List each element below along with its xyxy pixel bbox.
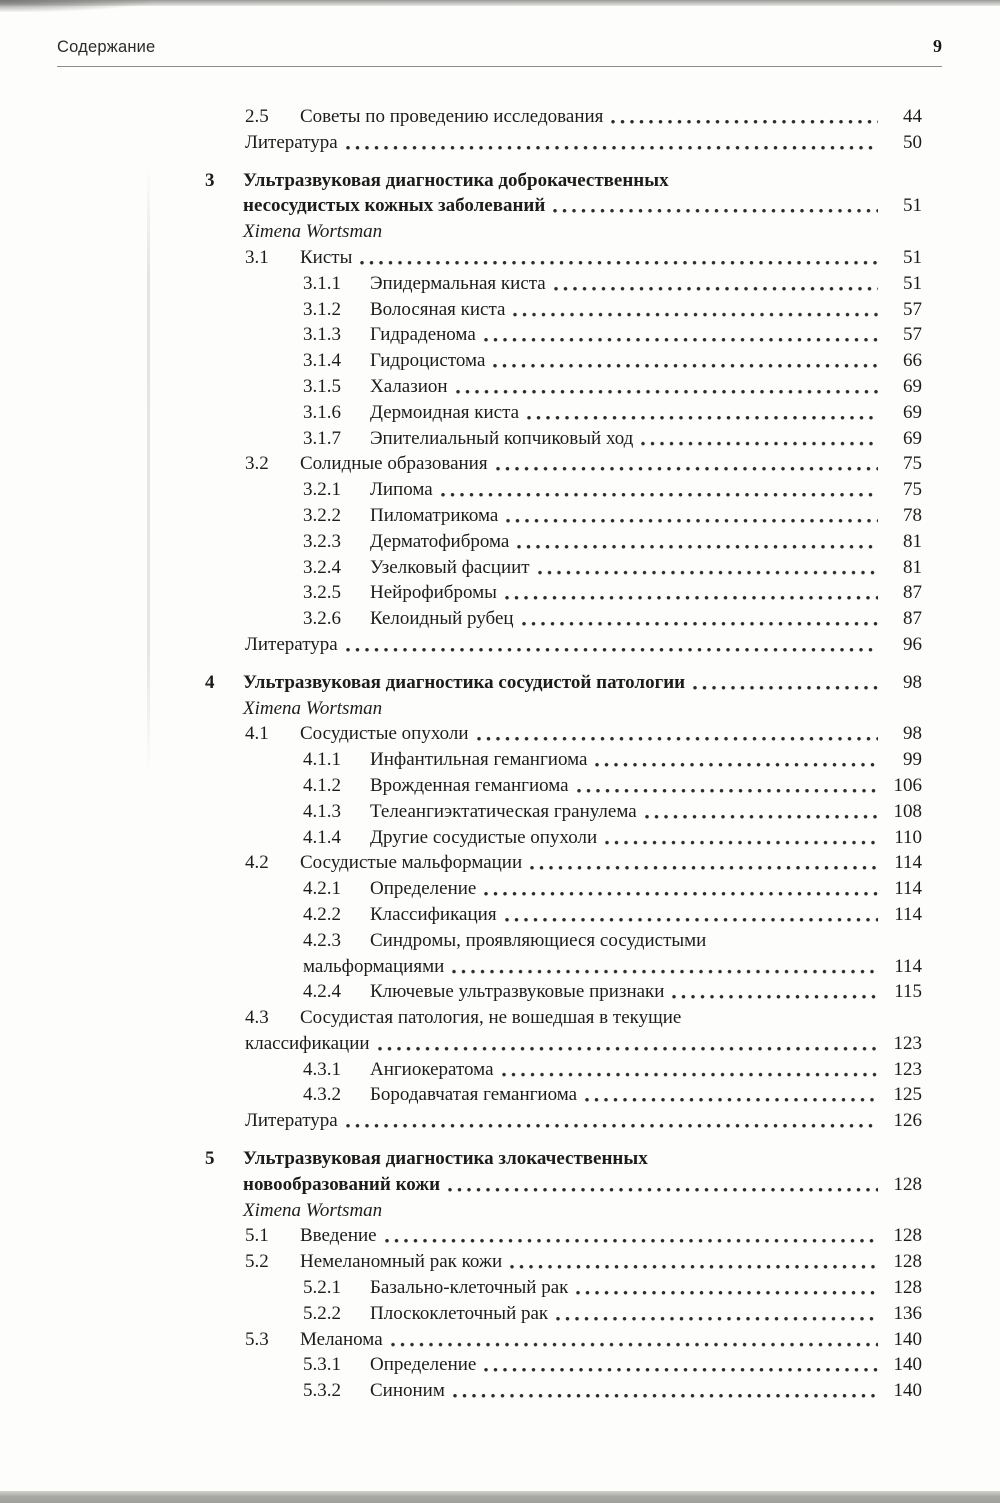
- toc-entry-page: 114: [894, 955, 922, 977]
- toc-entry-page: 123: [893, 1032, 922, 1054]
- dot-leader: [483, 322, 878, 348]
- toc-entry-number: 4.1.1: [303, 749, 341, 771]
- toc-entry-title: Халазион: [370, 375, 448, 397]
- toc-entry-page: 51: [903, 246, 922, 268]
- toc-entry-4.3: [205, 1005, 922, 1031]
- toc-entry-number: 4.2: [245, 852, 269, 874]
- toc-entry-4.1.2: [205, 773, 922, 799]
- toc-entry-title: Ximena Wortsman: [243, 221, 383, 243]
- toc-entry-title: Определение: [370, 878, 477, 900]
- toc-entry-5.2.1: [205, 1275, 922, 1301]
- toc-entry-page: 78: [903, 504, 922, 526]
- dot-leader: [576, 773, 878, 799]
- dot-leader: [345, 1108, 878, 1134]
- toc-entry-3.2: [205, 451, 922, 477]
- toc-entry-title: Бородавчатая гемангиома: [370, 1084, 578, 1106]
- toc-entry-number: 4.1.3: [303, 800, 341, 822]
- toc-entry-page: 140: [893, 1380, 922, 1402]
- toc-entry-title: Липома: [370, 479, 433, 501]
- toc-entry-number: 3.1.1: [303, 272, 341, 294]
- dot-leader: [440, 477, 878, 503]
- toc-entry-title: новообразований кожи: [243, 1173, 441, 1195]
- toc-entry-page: 140: [893, 1328, 922, 1350]
- toc-entry-number: 3.1.6: [303, 401, 341, 423]
- toc-entry-title: Дермоидная киста: [370, 401, 520, 423]
- toc-entry-title: Немеланомный рак кожи: [300, 1251, 503, 1273]
- dot-leader: [529, 850, 878, 876]
- toc-entry-5.2: [205, 1249, 922, 1275]
- toc-entry-page: 128: [893, 1225, 922, 1247]
- toc-entry-page: 69: [903, 427, 922, 449]
- dot-leader: [594, 747, 878, 773]
- toc-entry-number: 3.2.1: [303, 479, 341, 501]
- toc-entry-number: 3.2.4: [303, 556, 341, 578]
- toc-entry-number: 3.2.6: [303, 608, 341, 630]
- toc-entry-title: Литература: [245, 1110, 338, 1132]
- toc-entry-3.2.5: [205, 580, 922, 606]
- toc-entry-title: Врожденная гемангиома: [370, 774, 569, 796]
- toc-entry-title: Эпидермальная киста: [370, 272, 546, 294]
- toc-entry-5.2.2: [205, 1301, 922, 1327]
- toc-entry-page: 44: [903, 106, 922, 127]
- dot-leader: [537, 555, 878, 581]
- dot-leader: [455, 374, 878, 400]
- toc-entry-title: Литература: [245, 633, 338, 655]
- toc-entry-3.1.5: [205, 374, 922, 400]
- toc-entry-number: 3.1.2: [303, 298, 341, 320]
- toc-entry-title: Солидные образования: [300, 453, 488, 475]
- toc-entry-page: 128: [893, 1251, 922, 1273]
- toc-entry-page: 136: [893, 1302, 922, 1324]
- toc-entry-title: Ключевые ультразвуковые признаки: [370, 981, 665, 1003]
- toc-entry-title: Ультразвуковая диагностика сосудистой патологии: [243, 671, 686, 693]
- toc-entry-number: 3.1.7: [303, 427, 341, 449]
- toc-entry-3.1.1: [205, 271, 922, 297]
- toc-entry-4.2.3: [205, 928, 922, 954]
- toc-entry-title: Ангиокератома: [370, 1058, 494, 1080]
- toc-entry-4.3.2: [205, 1082, 922, 1108]
- dot-leader: [451, 954, 878, 980]
- toc-entry-title: Другие сосудистые опухоли: [370, 826, 598, 848]
- toc-entry-page: 128: [893, 1173, 922, 1195]
- toc-entry-3.1.2: [205, 297, 922, 323]
- toc-entry-title: Дерматофиброма: [370, 530, 510, 552]
- toc-entry-number: 4.2.4: [303, 981, 341, 1003]
- toc-entry-3.1.4: [205, 348, 922, 374]
- toc-entry-page: 66: [903, 350, 922, 372]
- toc-entry-4.1.1: [205, 747, 922, 773]
- toc-entry-page: 114: [894, 903, 922, 925]
- toc-entry-number: 5.3.2: [303, 1380, 341, 1402]
- toc-entry-4.2.1: [205, 876, 922, 902]
- toc-entry-title: Литература: [245, 131, 338, 153]
- toc-author-row: [205, 219, 922, 245]
- toc-entry-number: 5.2: [245, 1251, 269, 1273]
- toc-entry-page: 69: [903, 401, 922, 423]
- toc-entry-page: 126: [893, 1110, 922, 1132]
- toc-entry-page: 98: [903, 671, 922, 693]
- dot-leader: [492, 348, 878, 374]
- dot-leader: [640, 426, 878, 452]
- dot-leader: [476, 721, 879, 747]
- toc-entry-title: Плоскоклеточный рак: [370, 1302, 549, 1324]
- dot-leader: [495, 451, 878, 477]
- toc-entry-4.1: [205, 721, 922, 747]
- dot-leader: [377, 1031, 878, 1057]
- toc-entry-3: [205, 168, 922, 194]
- dot-leader: [452, 1378, 878, 1404]
- toc-entry-page: 98: [903, 723, 922, 745]
- toc-entry-title: Узелковый фасциит: [370, 556, 530, 578]
- toc-entry-number: 5.2.1: [303, 1277, 341, 1299]
- toc-entry-3.2.3: [205, 529, 922, 555]
- toc-entry-number: 5.3: [245, 1328, 269, 1350]
- dot-leader: [501, 1057, 879, 1083]
- toc-entry-4: [205, 670, 922, 696]
- toc-entry-number: 4.3.1: [303, 1058, 341, 1080]
- toc-entry-page: 51: [903, 272, 922, 294]
- toc-entry-page: 106: [893, 774, 922, 796]
- toc-entry-title: Ximena Wortsman: [243, 1199, 383, 1221]
- toc-entry-page: 50: [903, 131, 922, 153]
- toc-entry-page: 81: [903, 556, 922, 578]
- dot-leader: [604, 825, 878, 851]
- toc-entry-number: 4.2.3: [303, 929, 341, 951]
- dot-leader: [345, 632, 878, 658]
- dot-leader: [521, 606, 878, 632]
- dot-leader: [584, 1082, 878, 1108]
- toc-entry-4.1.4: [205, 825, 922, 851]
- dot-leader: [384, 1223, 878, 1249]
- toc-entry-5: [205, 1146, 922, 1172]
- running-head-title: Содержание: [57, 38, 156, 56]
- dot-leader: [671, 979, 878, 1005]
- toc-entry-title: Введение: [300, 1225, 377, 1247]
- dot-leader: [610, 104, 878, 130]
- toc-entry-number: 3.2.3: [303, 530, 341, 552]
- toc-entry-3.1: [205, 245, 922, 271]
- toc-entry-title: Кисты: [300, 246, 353, 268]
- toc-section-gap: [205, 156, 922, 168]
- toc-entry-page: 114: [894, 852, 922, 874]
- toc-list: [205, 104, 922, 1404]
- toc-entry-continuation: [205, 193, 922, 219]
- toc-entry-5.3.1: [205, 1352, 922, 1378]
- toc-author-row: [205, 1198, 922, 1224]
- toc-entry-3.2.1: [205, 477, 922, 503]
- toc-entry-title: Эпителиальный копчиковый ход: [370, 427, 634, 449]
- toc-entry-title: Пиломатрикома: [370, 504, 499, 526]
- toc-entry-2.5: [205, 104, 922, 130]
- toc-entry-number: 3: [205, 169, 215, 191]
- page-number: 9: [933, 36, 942, 56]
- toc-entry-3.2.4: [205, 555, 922, 581]
- toc-literature-row: [205, 130, 922, 156]
- toc-entry-title: Келоидный рубец: [370, 608, 514, 630]
- toc-entry-number: 4.2.1: [303, 878, 341, 900]
- dot-leader: [644, 799, 878, 825]
- toc-entry-title: Синоним: [370, 1380, 445, 1402]
- toc-entry-page: 125: [893, 1084, 922, 1106]
- toc-entry-page: 57: [903, 298, 922, 320]
- toc-entry-number: 3.1.3: [303, 324, 341, 346]
- toc-entry-number: 5.2.2: [303, 1302, 341, 1324]
- toc-entry-number: 5.1: [245, 1225, 269, 1247]
- toc-entry-number: 4: [205, 671, 215, 693]
- dot-leader: [555, 1301, 878, 1327]
- toc-entry-page: 75: [903, 479, 922, 501]
- toc-entry-page: 99: [903, 749, 922, 771]
- toc-entry-5.3.2: [205, 1378, 922, 1404]
- toc-entry-number: 5: [205, 1148, 215, 1170]
- dot-leader: [692, 670, 878, 696]
- toc-entry-number: 4.3: [245, 1007, 269, 1029]
- toc-entry-page: 140: [893, 1354, 922, 1376]
- dot-leader: [526, 400, 878, 426]
- toc-entry-3.1.3: [205, 322, 922, 348]
- toc-entry-5.3: [205, 1327, 922, 1353]
- toc-entry-number: 4.2.2: [303, 903, 341, 925]
- toc-entry-title: Волосяная киста: [370, 298, 506, 320]
- toc-entry-3.2.2: [205, 503, 922, 529]
- toc-entry-continuation: [205, 954, 922, 980]
- toc-entry-page: 81: [903, 530, 922, 552]
- toc-entry-title: Синдромы, проявляющиеся сосудистыми: [370, 929, 707, 951]
- toc-entry-continuation: [205, 1031, 922, 1057]
- dot-leader: [390, 1327, 878, 1353]
- dot-leader: [345, 130, 878, 156]
- toc-entry-number: 4.1.2: [303, 774, 341, 796]
- toc-entry-title: Нейрофибромы: [370, 582, 497, 604]
- toc-entry-page: 87: [903, 582, 922, 604]
- toc-entry-number: 3.2: [245, 453, 269, 475]
- toc-entry-page: 57: [903, 324, 922, 346]
- toc-entry-number: 5.3.1: [303, 1354, 341, 1376]
- toc-entry-4.1.3: [205, 799, 922, 825]
- dot-leader: [359, 245, 878, 271]
- toc-entry-title: Ximena Wortsman: [243, 697, 383, 719]
- toc-entry-page: 69: [903, 375, 922, 397]
- toc-entry-title: Классификация: [370, 903, 497, 925]
- toc-entry-5.1: [205, 1223, 922, 1249]
- toc-entry-number: 2.5: [245, 106, 269, 127]
- toc-entry-3.1.6: [205, 400, 922, 426]
- toc-section-gap: [205, 1134, 922, 1146]
- scan-corner-top-left: [0, 0, 150, 12]
- toc-entry-page: 128: [893, 1277, 922, 1299]
- toc-entry-title: Гидроцистома: [370, 350, 486, 372]
- toc-literature-row: [205, 632, 922, 658]
- dot-leader: [512, 297, 878, 323]
- toc-entry-page: 108: [893, 800, 922, 822]
- dot-leader: [553, 271, 878, 297]
- toc-section-gap: [205, 658, 922, 670]
- toc-entry-4.2.2: [205, 902, 922, 928]
- toc-entry-3.1.7: [205, 426, 922, 452]
- toc-entry-page: 123: [893, 1058, 922, 1080]
- toc-entry-4.2: [205, 850, 922, 876]
- toc-entry-title: Советы по проведению исследования: [300, 106, 604, 127]
- toc-entry-number: 4.1.4: [303, 826, 341, 848]
- header-rule: [57, 66, 942, 67]
- toc-entry-number: 3.2.2: [303, 504, 341, 526]
- toc-entry-title: Инфантильная гемангиома: [370, 749, 588, 771]
- toc-entry-title: Телеангиэктатическая гранулема: [370, 800, 637, 822]
- dot-leader: [575, 1275, 878, 1301]
- dot-leader: [483, 1352, 878, 1378]
- toc-entry-number: 4.1: [245, 723, 269, 745]
- toc-entry-4.2.4: [205, 979, 922, 1005]
- toc-entry-4.3.1: [205, 1057, 922, 1083]
- running-head: [57, 36, 942, 57]
- toc-entry-number: 3.1.4: [303, 350, 341, 372]
- toc-entry-title: классификации: [245, 1032, 370, 1054]
- toc-entry-page: 75: [903, 453, 922, 475]
- toc-entry-title: несосудистых кожных заболеваний: [243, 195, 546, 217]
- dot-leader: [516, 529, 878, 555]
- toc-entry-title: Определение: [370, 1354, 477, 1376]
- toc-entry-page: 115: [894, 981, 922, 1003]
- dot-leader: [504, 902, 878, 928]
- toc-entry-number: 3.1.5: [303, 375, 341, 397]
- toc-entry-title: мальформациями: [303, 955, 445, 977]
- toc-author-row: [205, 696, 922, 722]
- toc-entry-title: Ультразвуковая диагностика доброкачественных: [243, 169, 669, 191]
- toc-entry-number: 4.3.2: [303, 1084, 341, 1106]
- toc-entry-page: 114: [894, 878, 922, 900]
- toc-entry-page: 110: [894, 826, 922, 848]
- toc-literature-row: [205, 1108, 922, 1134]
- dot-leader: [447, 1172, 878, 1198]
- toc-entry-title: Базально-клеточный рак: [370, 1277, 569, 1299]
- scan-edge-bottom: [0, 1491, 1000, 1503]
- dot-leader: [504, 580, 878, 606]
- toc-entry-title: Гидраденома: [370, 324, 476, 346]
- toc-entry-page: 51: [903, 195, 922, 217]
- toc-entry-title: Сосудистая патология, не вошедшая в текущие: [300, 1007, 682, 1029]
- toc-entry-title: Ультразвуковая диагностика злокачественных: [243, 1148, 648, 1170]
- toc-entry-3.2.6: [205, 606, 922, 632]
- toc-entry-page: 96: [903, 633, 922, 655]
- toc-entry-continuation: [205, 1172, 922, 1198]
- toc-entry-number: 3.1: [245, 246, 269, 268]
- toc-entry-title: Сосудистые мальформации: [300, 852, 523, 874]
- toc-entry-page: 87: [903, 608, 922, 630]
- toc-entry-number: 3.2.5: [303, 582, 341, 604]
- scan-fold-line: [147, 165, 150, 775]
- scan-edge-top: [0, 0, 1000, 6]
- dot-leader: [552, 193, 878, 219]
- dot-leader: [505, 503, 878, 529]
- dot-leader: [483, 876, 878, 902]
- dot-leader: [509, 1249, 878, 1275]
- toc-entry-title: Меланома: [300, 1328, 383, 1350]
- toc-entry-title: Сосудистые опухоли: [300, 723, 469, 745]
